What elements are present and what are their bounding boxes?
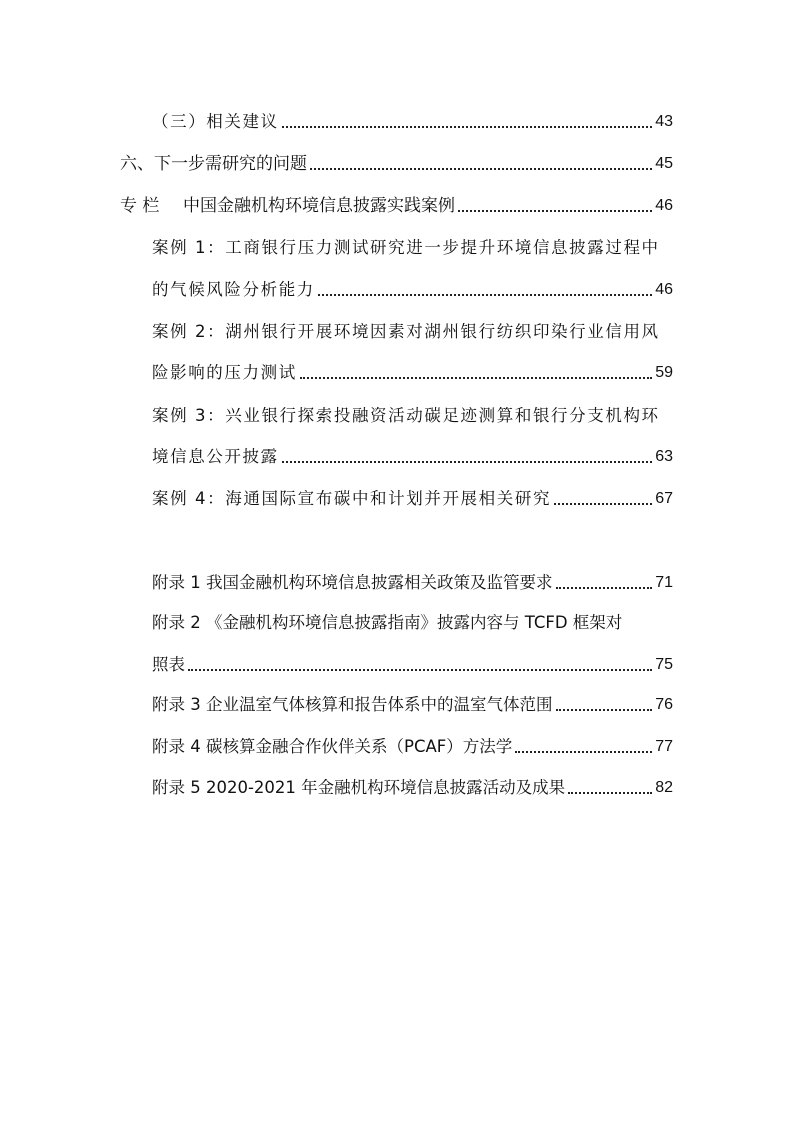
- toc-entry[interactable]: [120, 186, 673, 216]
- dot-leader: [310, 168, 652, 170]
- toc-entry-title: 案例 3：兴业银行探索投融资活动碳足迹测算和银行分支机构环: [152, 406, 660, 425]
- dot-leader: [300, 377, 652, 379]
- toc-entry-line[interactable]: [152, 603, 673, 633]
- toc-entry-title: （三）相关建议: [152, 112, 279, 131]
- toc-entry-title-cont: 照表: [152, 655, 185, 674]
- toc-entry[interactable]: [152, 270, 673, 300]
- toc-entry[interactable]: [152, 685, 673, 715]
- dot-leader: [556, 709, 653, 711]
- toc-entry-title: 附录 3 企业温室气体核算和报告体系中的温室气体范围: [152, 695, 553, 714]
- toc-page-number: 71: [655, 574, 673, 591]
- toc-entry-title-cont: 的气候风险分析能力: [152, 280, 315, 299]
- toc-column-label: 专 栏: [120, 196, 160, 216]
- dot-leader: [282, 461, 653, 463]
- toc-entry[interactable]: [152, 727, 673, 757]
- toc-entry-title: 案例 2：湖州银行开展环境因素对湖州银行纺织印染行业信用风: [152, 322, 660, 341]
- toc-page-number: 82: [655, 779, 673, 796]
- toc-entry[interactable]: [152, 437, 673, 467]
- toc-entry-title: 附录 4 碳核算金融合作伙伴关系（PCAF）方法学: [152, 737, 513, 756]
- dot-leader: [318, 294, 652, 296]
- toc-entry-title: 附录 1 我国金融机构环境信息披露相关政策及监管要求: [152, 573, 553, 592]
- dot-leader: [515, 751, 652, 753]
- dot-leader: [188, 669, 652, 671]
- toc-page-number: 45: [655, 155, 673, 172]
- toc-page-number: 63: [655, 448, 673, 465]
- toc-entry[interactable]: [152, 353, 673, 383]
- toc-entry-line[interactable]: [152, 228, 673, 258]
- toc-entry-title: 附录 2 《金融机构环境信息披露指南》披露内容与 TCFD 框架对: [152, 613, 623, 632]
- dot-leader: [554, 503, 652, 505]
- toc-entry-title: 六、下一步需研究的问题: [120, 154, 307, 174]
- toc-entry-title-cont: 境信息公开披露: [152, 447, 279, 466]
- toc-page-number: 76: [655, 696, 673, 713]
- toc-entry-title: 案例 4：海通国际宣布碳中和计划并开展相关研究: [152, 489, 552, 508]
- toc-entry[interactable]: [152, 479, 673, 509]
- toc-page-number: 46: [655, 281, 673, 298]
- dot-leader: [568, 792, 652, 794]
- toc-entry[interactable]: [152, 645, 673, 675]
- toc-entry[interactable]: [152, 768, 673, 798]
- toc-page-number: 59: [655, 364, 673, 381]
- toc-entry[interactable]: [152, 563, 673, 593]
- toc-page-number: 43: [655, 113, 673, 130]
- dot-leader: [458, 210, 652, 212]
- toc-page-number: 67: [655, 490, 673, 507]
- toc-entry-title-cont: 险影响的压力测试: [152, 363, 297, 382]
- toc-page-number: 75: [655, 656, 673, 673]
- toc-entry-title: 附录 5 2020-2021 年金融机构环境信息披露活动及成果: [152, 778, 566, 797]
- dot-leader: [556, 587, 653, 589]
- toc-entry[interactable]: [152, 102, 673, 132]
- toc-entry-title: 案例 1：工商银行压力测试研究进一步提升环境信息披露过程中: [152, 238, 660, 257]
- toc-page-number: 77: [655, 738, 673, 755]
- toc-entry-line[interactable]: [152, 312, 673, 342]
- toc-entry[interactable]: [120, 144, 673, 174]
- dot-leader: [282, 126, 653, 128]
- toc-entry-title: 中国金融机构环境信息披露实践案例: [183, 196, 455, 216]
- toc-page-number: 46: [655, 197, 673, 214]
- toc-entry-line[interactable]: [152, 396, 673, 426]
